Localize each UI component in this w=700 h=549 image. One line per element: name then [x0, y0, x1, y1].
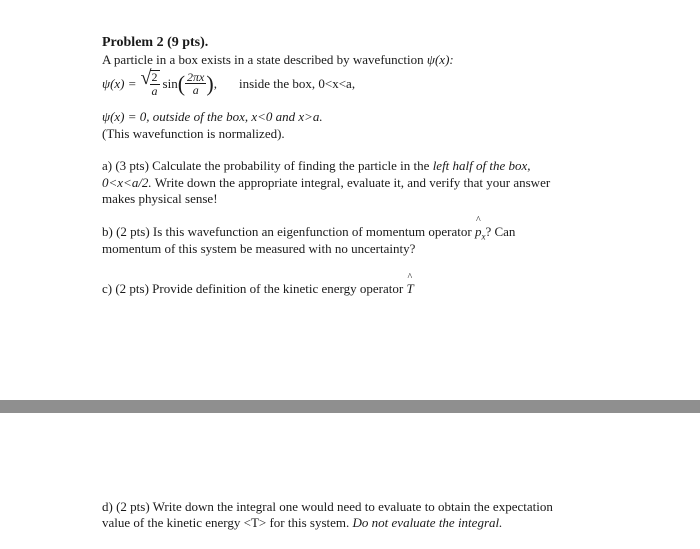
right-paren: ): [206, 70, 214, 96]
kinetic-energy-operator: ^ T: [406, 282, 413, 295]
equation-lhs: ψ(x) =: [102, 75, 137, 91]
sqrt-term: [140, 67, 160, 98]
problem-intro-text: A particle in a box exists in a state described by wavefunction: [102, 52, 427, 67]
page-divider: [0, 400, 700, 413]
problem-title: Problem 2 (9 pts).: [102, 35, 209, 50]
left-paren: (: [177, 70, 186, 96]
part-b-line2: momentum of this system be measured with no uncertainty?: [102, 241, 416, 256]
inside-box-condition: inside the box, 0<x<a,: [238, 75, 356, 91]
part-a-line1-text: a) (3 pts) Calculate the probability of finding the particle in the: [102, 158, 433, 173]
sin-denominator: a: [192, 83, 199, 98]
part-d-line2-text: value of the kinetic energy <T> for this system.: [102, 515, 353, 530]
momentum-operator-subscript: x: [481, 231, 486, 242]
part-b-line1: [102, 225, 515, 242]
equation-comma: ,: [213, 75, 217, 91]
part-d-line2-italic: Do not evaluate the integral.: [352, 515, 503, 530]
wavefunction-equation: [102, 67, 356, 98]
sin-numerator: 2πx: [187, 69, 205, 84]
momentum-operator: ^ p: [475, 225, 482, 238]
normalized-note: (This wavefunction is normalized).: [102, 126, 285, 141]
sin-fraction: [185, 71, 206, 97]
sqrt-numerator: 2: [151, 70, 158, 84]
part-a-line3: makes physical sense!: [102, 191, 218, 206]
sin-label: sin: [162, 75, 178, 91]
part-b-line1-suffix: ? Can: [485, 224, 516, 239]
part-d-line2: [102, 516, 502, 529]
part-b-line1-text: b) (2 pts) Is this wavefunction an eigenfunction of momentum operator: [102, 224, 475, 239]
part-a-line2: [102, 176, 550, 189]
part-a-range: 0<x<a/2.: [102, 175, 152, 190]
outside-box-equation: ψ(x) = 0, outside of the box, x<0 and x>a.: [102, 109, 323, 124]
part-c-text: c) (2 pts) Provide definition of the kinetic energy operator: [102, 281, 407, 296]
sqrt-denominator: a: [151, 83, 158, 98]
problem-intro: [102, 53, 454, 66]
part-a-line2-text: Write down the appropriate integral, evaluate it, and verify that your answer: [151, 175, 551, 190]
psi-x-label: ψ(x):: [426, 52, 454, 67]
sqrt-sign: √: [140, 67, 152, 89]
part-a-line1: [102, 159, 531, 172]
part-c-line: [102, 282, 414, 295]
part-d-line1: d) (2 pts) Write down the integral one would need to evaluate to obtain the expectation: [102, 499, 553, 514]
part-a-line1-italic: left half of the box,: [432, 158, 531, 173]
